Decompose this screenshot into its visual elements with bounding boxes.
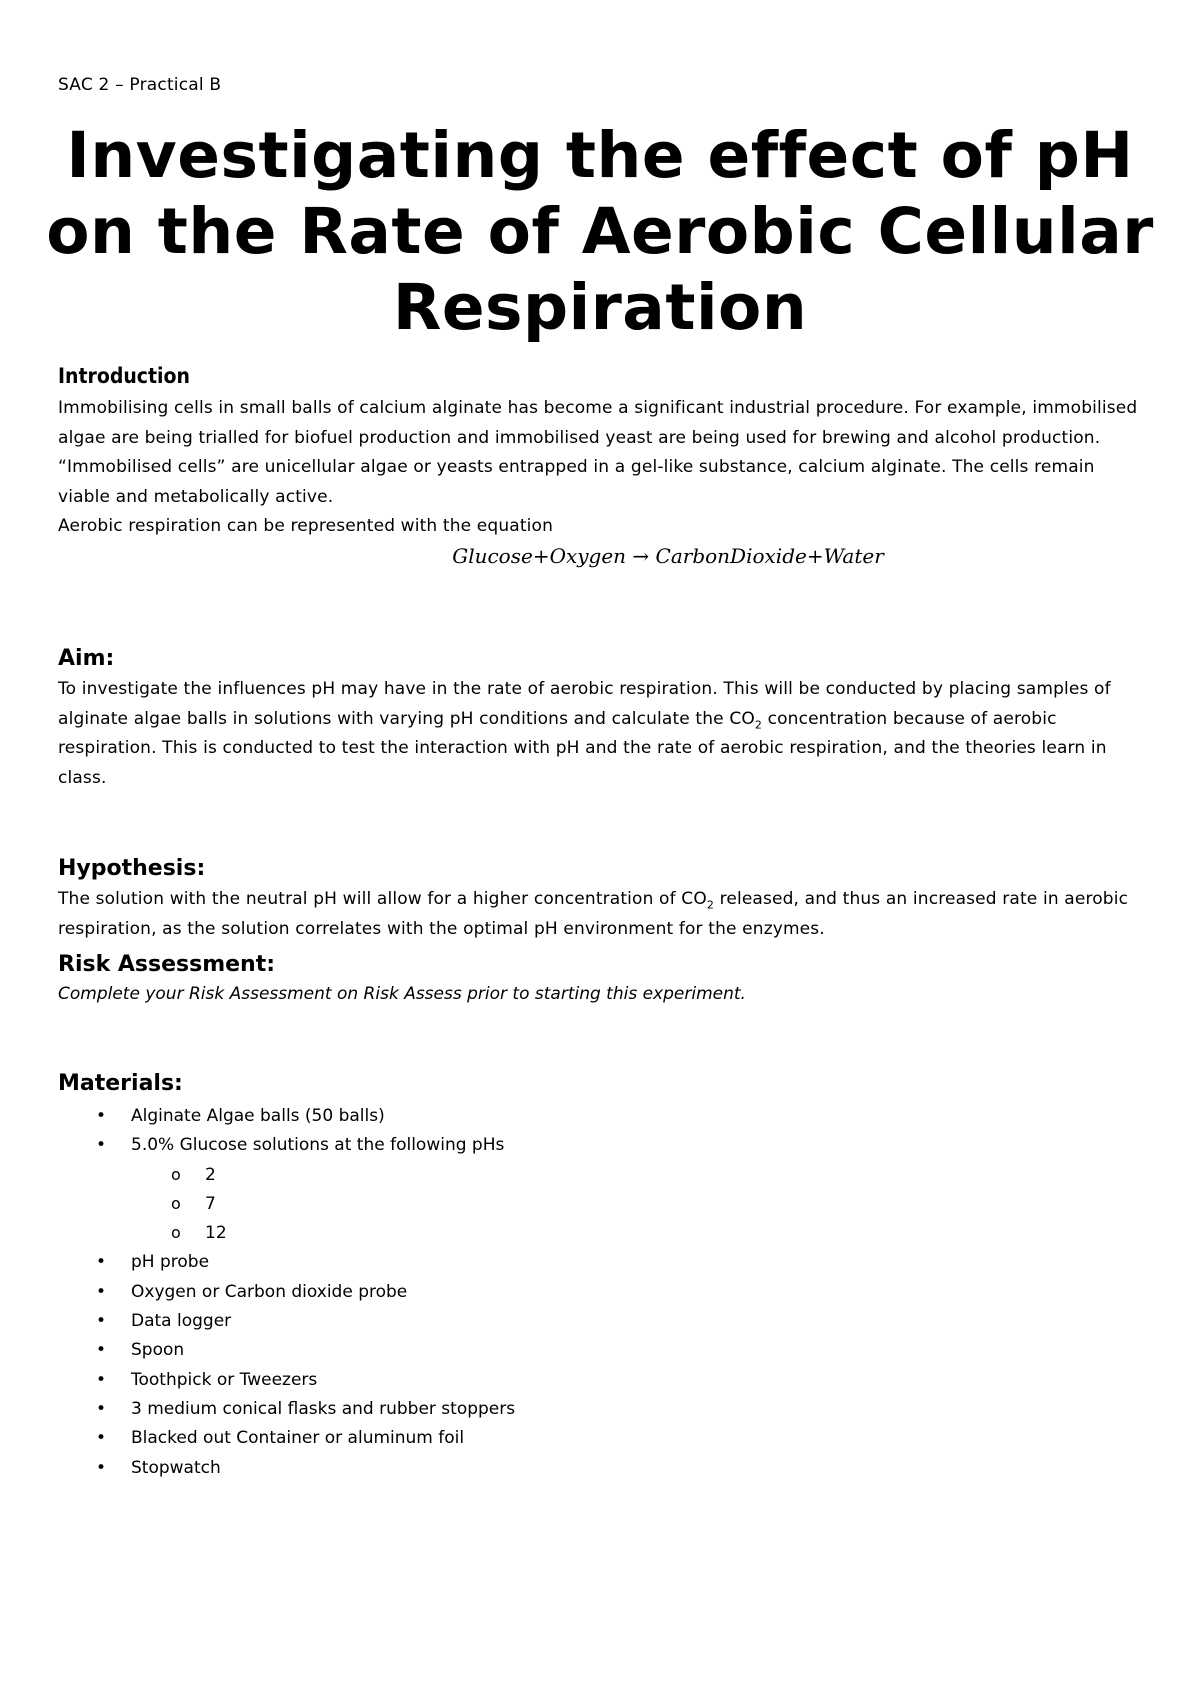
hypothesis-section	[58, 856, 1138, 944]
aim-heading: Aim:	[58, 646, 115, 671]
aim-text-part2: concentration because of aerobic respiration. This is conducted to test the interaction with pH and the rate of aerobic respiration, and the theories learn in class.	[58, 708, 1107, 788]
co2-subscript: 2	[754, 717, 763, 731]
materials-item: • Oxygen or Carbon dioxide probe	[58, 1278, 1138, 1307]
materials-item: • 3 medium conical flasks and rubber stoppers	[58, 1395, 1138, 1424]
materials-list	[58, 1102, 1138, 1483]
hypothesis-heading: Hypothesis:	[58, 856, 206, 881]
materials-subitem: o 7	[58, 1190, 1138, 1219]
introduction-paragraph: Immobilising cells in small balls of calcium alginate has become a significant industrial procedure. For example, immobilised algae are being trialled for biofuel production and immobilised yeast are being used for brewing and alcohol production. “Immobilised cells” are unicellular algae or yeasts entrapped in a gel-like substance, calcium alginate. The cells remain viable and metabolically active.	[58, 398, 1138, 507]
aim-section	[58, 646, 1138, 793]
materials-heading: Materials:	[58, 1071, 183, 1096]
introduction-heading: Introduction	[58, 364, 190, 388]
introduction-section	[58, 364, 1138, 568]
document-title: Investigating the effect of pH on the Rate of Aerobic Cellular Respiration	[46, 119, 1154, 344]
equation-lead: Aerobic respiration can be represented with the equation	[58, 516, 554, 537]
risk-assessment-section	[58, 952, 1138, 1009]
materials-item: • Blacked out Container or aluminum foil	[58, 1424, 1138, 1453]
risk-assessment-note: Complete your Risk Assessment on Risk Assess prior to starting this experiment.	[58, 984, 746, 1004]
materials-item: • Spoon	[58, 1336, 1138, 1365]
materials-item: • Stopwatch	[58, 1454, 1138, 1483]
materials-section	[58, 1071, 1138, 1483]
materials-item: • Toothpick or Tweezers	[58, 1366, 1138, 1395]
respiration-equation: Glucose+Oxygen → CarbonDioxide+Water	[452, 543, 884, 568]
hypothesis-paragraph	[58, 885, 1138, 944]
risk-assessment-heading: Risk Assessment:	[58, 952, 276, 977]
hypothesis-text-part1: The solution with the neutral pH will allow for a higher concentration of CO	[58, 889, 707, 909]
materials-subitem: o 2	[58, 1161, 1138, 1190]
co2-subscript: 2	[706, 898, 715, 912]
materials-item: • pH probe	[58, 1248, 1138, 1277]
course-header: SAC 2 – Practical B	[58, 75, 222, 95]
materials-item: • Alginate Algae balls (50 balls)	[58, 1102, 1138, 1131]
materials-subitem: o 12	[58, 1219, 1138, 1248]
aim-paragraph	[58, 675, 1138, 793]
materials-item: • 5.0% Glucose solutions at the following pHs	[58, 1131, 1138, 1160]
materials-item: • Data logger	[58, 1307, 1138, 1336]
hypothesis-text-part2: released, and thus an increased rate in aerobic respiration, as the solution correlates with the optimal pH environment for the enzymes.	[58, 889, 1129, 939]
aim-text-part1: To investigate the influences pH may have in the rate of aerobic respiration. This will be conducted by placing samples of alginate algae balls in solutions with varying pH conditions and calculate the CO	[58, 679, 1111, 729]
